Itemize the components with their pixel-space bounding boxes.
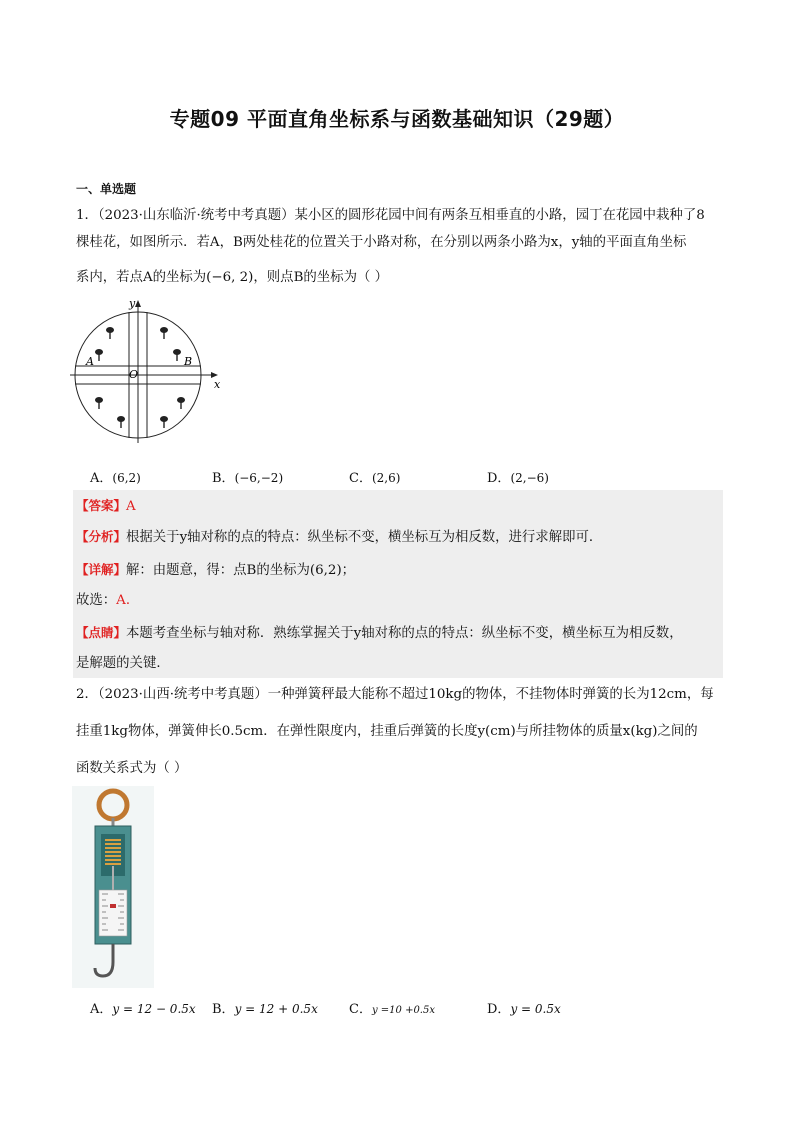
- tree-icon: [160, 327, 168, 339]
- tree-icon: [160, 416, 168, 428]
- spring-scale-figure: [72, 786, 154, 988]
- q1-choose-line: 故选：A．: [76, 593, 140, 608]
- tree-icon: [117, 416, 125, 428]
- q2-option-c[interactable]: C．y =10 +0.5x: [349, 1002, 435, 1017]
- section-heading: 一、单选题: [76, 182, 137, 196]
- tree-icon: [95, 397, 103, 409]
- q2-option-a[interactable]: A．y = 12 − 0.5x: [90, 1002, 196, 1017]
- point-a-label: A: [86, 355, 94, 368]
- q2-option-d[interactable]: D．y = 0.5x: [487, 1002, 561, 1017]
- detail-text: 解：由题意，得：点B的坐标为(6,2)；: [126, 563, 356, 578]
- q1-comment-line-1: 【点睛】本题考查坐标与轴对称．熟练掌握关于y轴对称的点的特点：纵坐标不变，横坐标互为相反数，: [76, 625, 683, 641]
- q1-option-d[interactable]: D．(2,−6): [487, 471, 549, 486]
- tree-icon: [173, 349, 181, 361]
- q2-text-line-1: 2．（2023·山西·统考中考真题）一种弹簧秤最大能称不超过10kg的物体，不挂物体时弹簧的长为12cm，每: [76, 687, 714, 702]
- q2-text-line-3: 函数关系式为（ ）: [76, 761, 188, 776]
- q2-option-b[interactable]: B．y = 12 + 0.5x: [212, 1002, 318, 1017]
- comment-tag: 【点睛】: [76, 625, 127, 640]
- detail-tag: 【详解】: [76, 562, 127, 577]
- q1-option-a[interactable]: A．(6,2): [90, 471, 141, 486]
- q1-solution-panel: [73, 490, 723, 678]
- q1-text-line-1: 1．（2023·山东临沂·统考中考真题）某小区的圆形花园中间有两条互相垂直的小路，园丁在花园中栽种了8: [76, 208, 705, 223]
- page-title: 专题09 平面直角坐标系与函数基础知识（29题）: [169, 107, 625, 131]
- tree-icon: [106, 327, 114, 339]
- q1-text-line-2: 棵桂花，如图所示．若A，B两处桂花的位置关于小路对称，在分别以两条小路为x，y轴的平面直角坐标: [76, 235, 687, 250]
- analysis-tag: 【分析】: [76, 529, 127, 544]
- y-axis-label: y: [129, 297, 136, 310]
- tree-icon: [95, 349, 103, 361]
- q1-text-line-3: 系内，若点A的坐标为(−6, 2)，则点B的坐标为（ ）: [76, 270, 389, 285]
- point-b-label: B: [184, 355, 193, 368]
- tree-icon: [177, 397, 185, 409]
- q1-comment-line-2: 是解题的关键．: [76, 656, 170, 671]
- x-axis-label: x: [214, 378, 221, 391]
- origin-label: O: [129, 368, 139, 381]
- answer-tag: 【答案】: [76, 498, 127, 513]
- q1-analysis-line: [76, 528, 602, 547]
- answer-value: A: [126, 499, 136, 514]
- q1-option-b[interactable]: B．(−6,−2): [212, 471, 284, 486]
- q2-text-line-2: 挂重1kg物体，弹簧伸长0.5cm．在弹性限度内，挂重后弹簧的长度y(cm)与所挂物体的质量x(kg)之间的: [76, 724, 698, 739]
- q1-garden-figure: [66, 295, 246, 445]
- analysis-text: 根据关于y轴对称的点的特点：纵坐标不变，横坐标互为相反数，进行求解即可．: [126, 530, 603, 545]
- q1-answer-line: [76, 497, 136, 516]
- q1-option-c[interactable]: C．(2,6): [349, 471, 401, 486]
- q1-detail-line: [76, 561, 355, 580]
